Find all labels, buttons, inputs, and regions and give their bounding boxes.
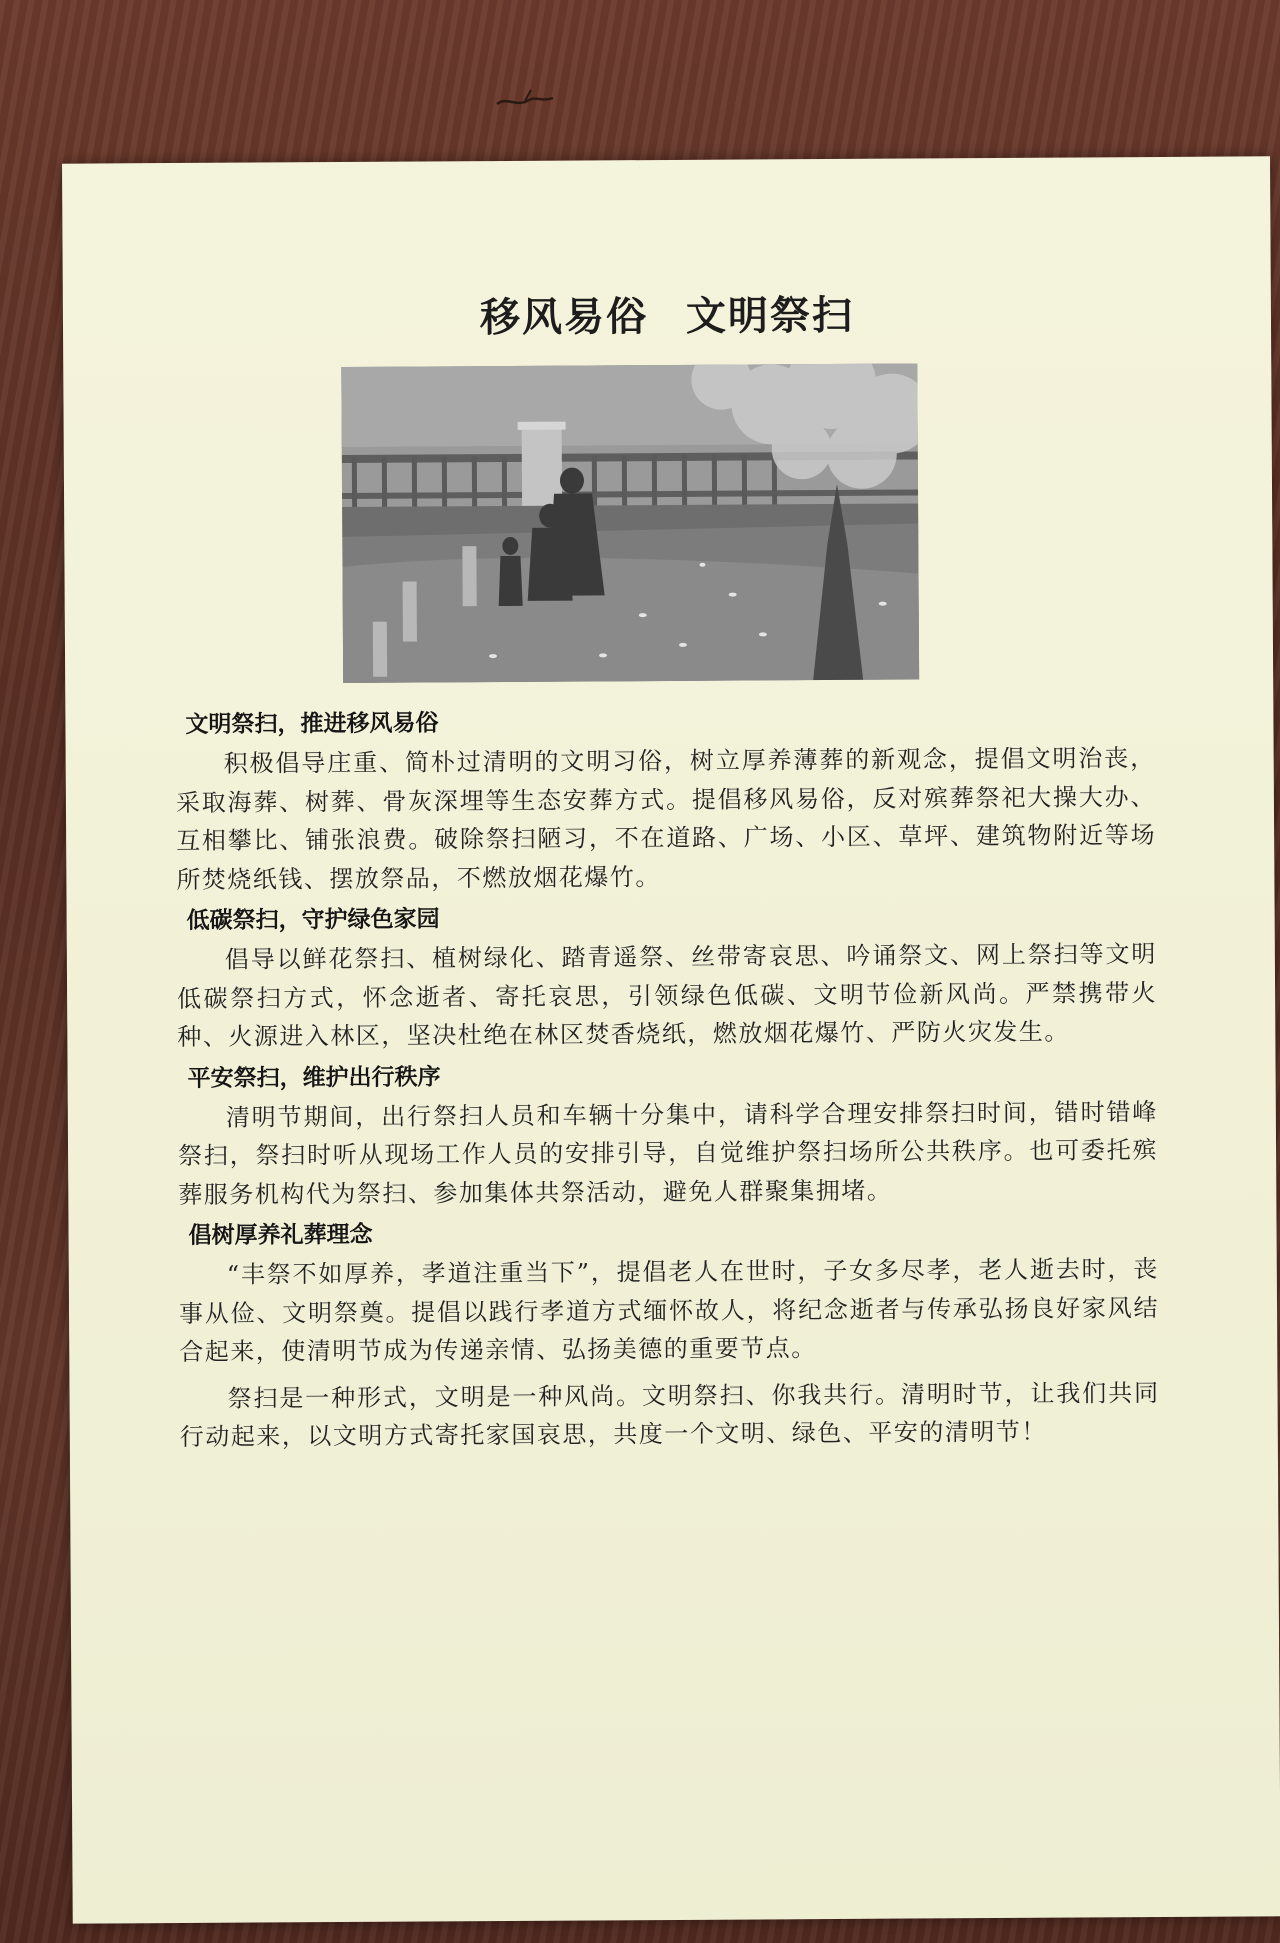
section-paragraph: 清明节期间，出行祭扫人员和车辆十分集中，请科学合理安排祭扫时间，错时错峰祭扫，祭扫时听从现场工作人员的安排引导，自觉维护祭扫场所公共秩序。也可委托殡葬服务机构代为祭扫、参加集体共祭活动，避免人群聚集拥堵。 [177,1097,1159,1209]
closing-paragraph: 祭扫是一种形式，文明是一种风尚。文明祭扫、你我共行。清明时节，让我们共同行动起来，以文明方式寄托家国哀思，共度一个文明、绿色、平安的清明节！ [179,1378,1160,1451]
section-heading: 平安祭扫，维护出行秩序 [187,1063,441,1092]
section-paragraph: 积极倡导庄重、简朴过清明的文明习俗，树立厚养薄葬的新观念，提倡文明治丧，采取海葬、树葬、骨灰深埋等生态安葬方式。提倡移风易俗，反对殡葬祭祀大操大办、互相攀比、铺张浪费。破除祭扫陋习，不在道路、广场、小区、草坪、建筑物附近等场所焚烧纸钱、摆放祭品，不燃放烟花爆竹。 [175,744,1157,894]
section-heading: 低碳祭扫，守护绿色家园 [186,906,440,934]
section-heading: 文明祭扫，推进移风易俗 [185,710,439,738]
page-title: 移风易俗 文明祭扫 [479,291,855,342]
illustration-drawing [341,363,919,683]
family-tomb-sweeping-illustration [341,363,919,683]
flyer-body [175,697,1160,1460]
flyer-paper [62,156,1280,1923]
twig-icon [495,86,555,116]
section-heading: 倡树厚养礼葬理念 [188,1221,373,1249]
section-paragraph: “丰祭不如厚养，孝道注重当下”，提倡老人在世时，子女多尽孝，老人逝去时，丧事从俭、文明祭奠。提倡以践行孝道方式缅怀故人，将纪念逝者与传承弘扬良好家风结合起来，使清明节成为传递亲情、弘扬美德的重要节点。 [178,1255,1160,1366]
section-paragraph: 倡导以鲜花祭扫、植树绿化、踏青遥祭、丝带寄哀思、吟诵祭文、网上祭扫等文明低碳祭扫方式，怀念逝者、寄托哀思，引领绿色低碳、文明节俭新风尚。严禁携带火种、火源进入林区，坚决杜绝在林区焚香烧纸，燃放烟花爆竹、严防火灾发生。 [177,940,1158,1052]
